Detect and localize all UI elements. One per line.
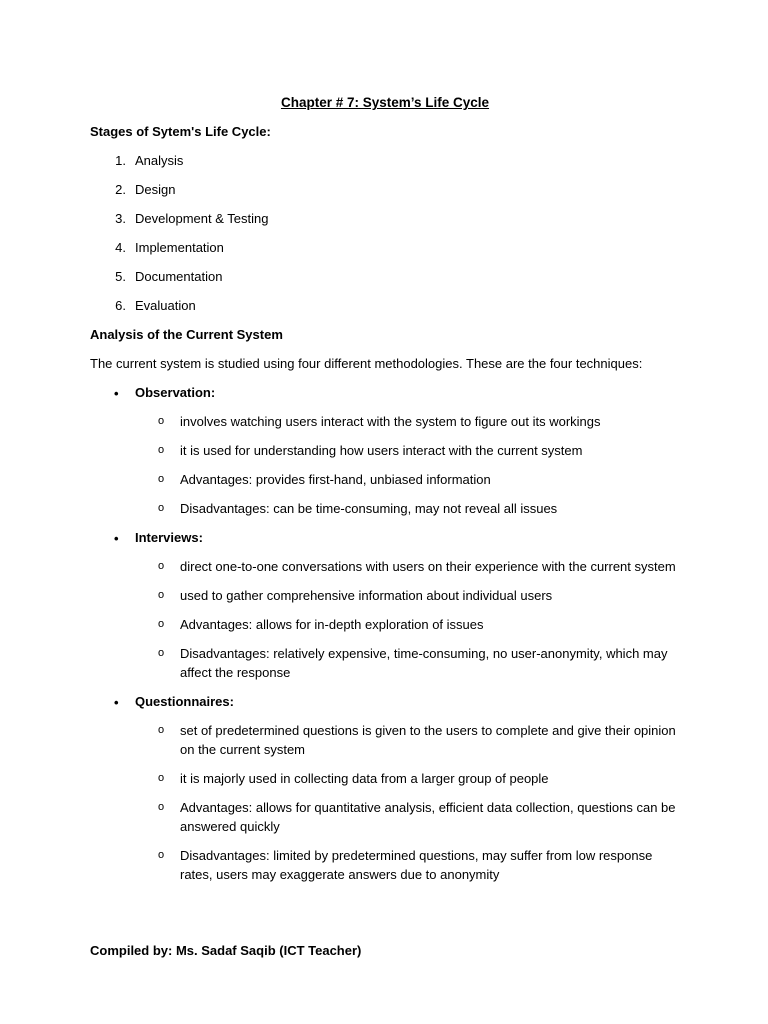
list-item-label: Design bbox=[135, 182, 176, 197]
point-text: Advantages: provides first-hand, unbiased information bbox=[180, 472, 491, 487]
technique-points bbox=[90, 721, 680, 884]
list-item bbox=[90, 644, 680, 682]
compiled-by-footer: Compiled by: Ms. Sadaf Saqib (ICT Teacher) bbox=[90, 943, 362, 958]
list-item-label: Analysis bbox=[135, 153, 184, 168]
point-text: it is used for understanding how users interact with the current system bbox=[180, 443, 583, 458]
list-number: 6. bbox=[115, 298, 126, 313]
list-number: 2. bbox=[115, 182, 126, 197]
list-item bbox=[90, 470, 680, 489]
technique-heading bbox=[90, 692, 680, 711]
list-number: 4. bbox=[115, 240, 126, 255]
technique-questionnaires bbox=[90, 692, 680, 884]
circle-bullet-icon: o bbox=[158, 589, 165, 601]
circle-bullet-icon: o bbox=[158, 473, 165, 485]
circle-bullet-icon: o bbox=[158, 647, 165, 659]
point-text: Advantages: allows for in-depth exploration of issues bbox=[180, 617, 484, 632]
technique-points bbox=[90, 557, 680, 682]
list-item bbox=[90, 267, 680, 286]
list-item bbox=[90, 441, 680, 460]
technique-observation bbox=[90, 383, 680, 518]
list-item bbox=[90, 499, 680, 518]
list-item bbox=[90, 769, 680, 788]
point-text: used to gather comprehensive information about individual users bbox=[180, 588, 553, 603]
circle-bullet-icon: o bbox=[158, 502, 165, 514]
point-text: Disadvantages: relatively expensive, time-consuming, no user-anonymity, which may affect the response bbox=[180, 646, 668, 680]
technique-interviews bbox=[90, 528, 680, 682]
point-text: involves watching users interact with the system to figure out its workings bbox=[180, 414, 601, 429]
list-item-label: Implementation bbox=[135, 240, 224, 255]
list-item bbox=[90, 296, 680, 315]
point-text: it is majorly used in collecting data from a larger group of people bbox=[180, 771, 549, 786]
circle-bullet-icon: o bbox=[158, 849, 165, 861]
bullet-icon: • bbox=[114, 695, 119, 710]
technique-name: Observation: bbox=[135, 385, 216, 400]
point-text: set of predetermined questions is given to the users to complete and give their opinion on the current system bbox=[180, 723, 676, 757]
analysis-heading: Analysis of the Current System bbox=[90, 327, 283, 342]
circle-bullet-icon: o bbox=[158, 560, 165, 572]
technique-name: Questionnaires: bbox=[135, 694, 234, 709]
list-item-label: Development & Testing bbox=[135, 211, 269, 226]
circle-bullet-icon: o bbox=[158, 415, 165, 427]
point-text: Advantages: allows for quantitative analysis, efficient data collection, questions can be answered quickly bbox=[180, 800, 676, 834]
list-item bbox=[90, 151, 680, 170]
point-text: direct one-to-one conversations with users on their experience with the current system bbox=[180, 559, 676, 574]
technique-points bbox=[90, 412, 680, 518]
circle-bullet-icon: o bbox=[158, 724, 165, 736]
list-item-label: Evaluation bbox=[135, 298, 196, 313]
intro-paragraph: The current system is studied using four different methodologies. These are the four techniques: bbox=[90, 356, 643, 371]
list-item bbox=[90, 846, 680, 884]
page-title: Chapter # 7: System’s Life Cycle bbox=[280, 95, 490, 110]
list-item bbox=[90, 180, 680, 199]
circle-bullet-icon: o bbox=[158, 772, 165, 784]
point-text: Disadvantages: limited by predetermined questions, may suffer from low response rates, users may exaggerate answers due to anonymity bbox=[180, 848, 653, 882]
list-item bbox=[90, 412, 680, 431]
list-number: 5. bbox=[115, 269, 126, 284]
bullet-icon: • bbox=[114, 531, 119, 546]
circle-bullet-icon: o bbox=[158, 444, 165, 456]
technique-heading bbox=[90, 383, 680, 402]
point-text: Disadvantages: can be time-consuming, may not reveal all issues bbox=[180, 501, 558, 516]
circle-bullet-icon: o bbox=[158, 801, 165, 813]
circle-bullet-icon: o bbox=[158, 618, 165, 630]
list-number: 1. bbox=[115, 153, 126, 168]
list-number: 3. bbox=[115, 211, 126, 226]
list-item bbox=[90, 557, 680, 576]
stages-heading: Stages of Sytem's Life Cycle: bbox=[90, 124, 271, 139]
document-body bbox=[90, 93, 680, 894]
list-item bbox=[90, 238, 680, 257]
list-item bbox=[90, 721, 680, 759]
technique-name: Interviews: bbox=[135, 530, 203, 545]
list-item bbox=[90, 798, 680, 836]
list-item-label: Documentation bbox=[135, 269, 223, 284]
list-item bbox=[90, 586, 680, 605]
bullet-icon: • bbox=[114, 386, 119, 401]
stages-list bbox=[90, 151, 680, 315]
list-item bbox=[90, 615, 680, 634]
technique-heading bbox=[90, 528, 680, 547]
list-item bbox=[90, 209, 680, 228]
